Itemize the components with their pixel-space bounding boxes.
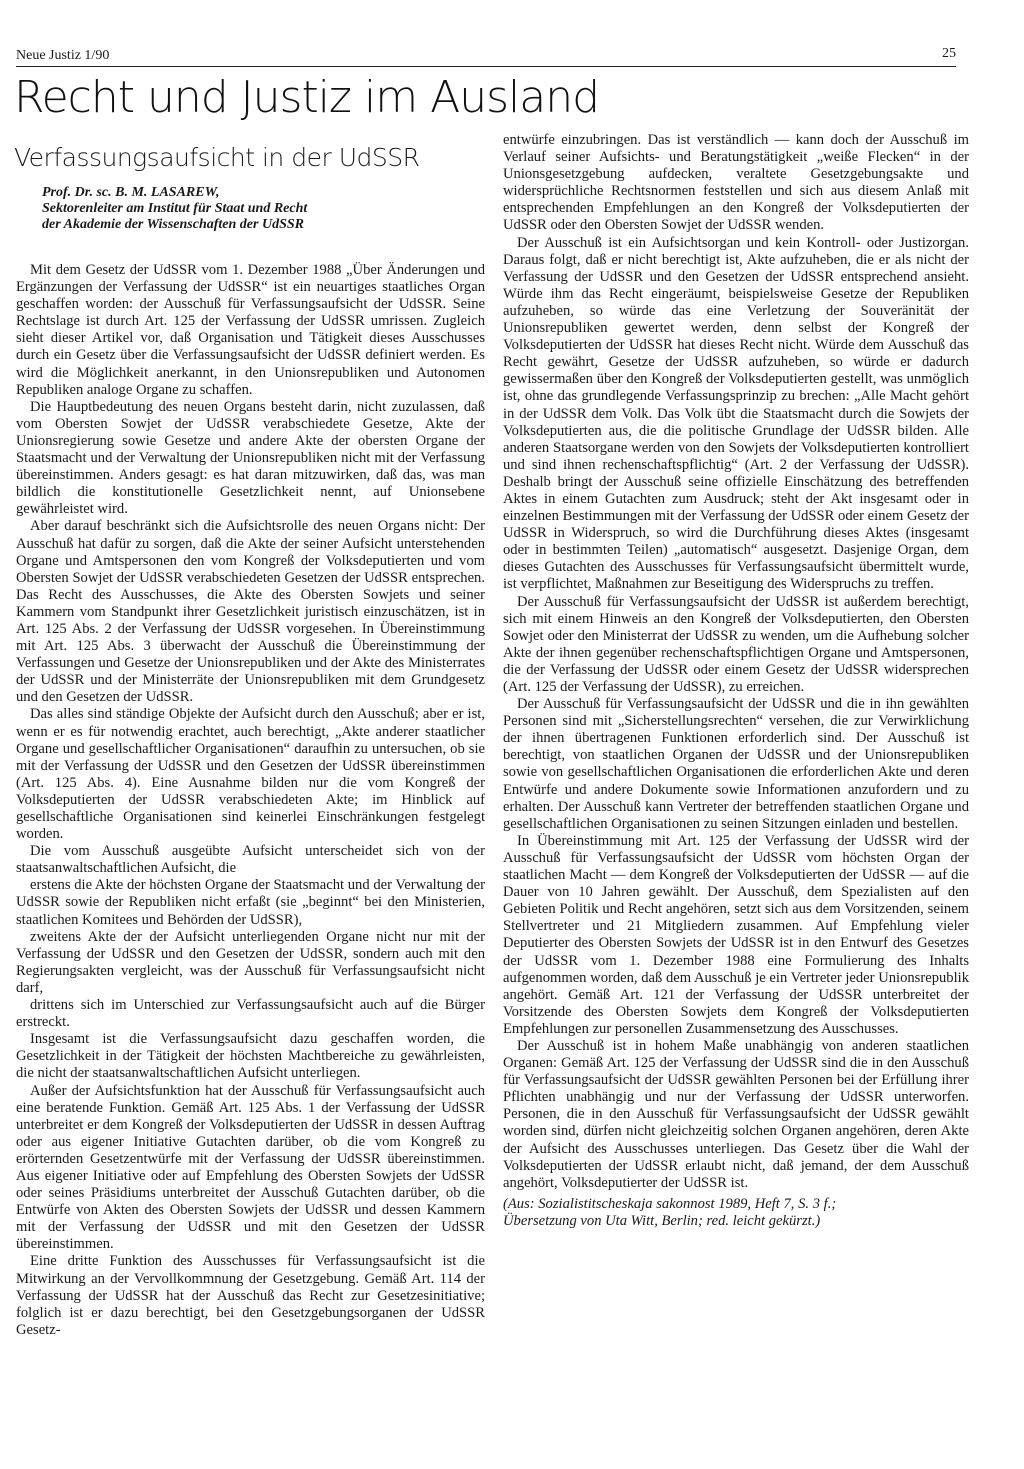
paragraph: Das alles sind ständige Objekte der Aufsicht durch den Ausschuß; aber er ist, wenn er es für notwendig erachtet, auch berechtigt, „Akte anderer staatlicher Organe und gesellschaftlicher Organisationen“ daraufhin zu untersuchen, ob sie mit der Verfassung der UdSSR und den Gesetzen der UdSSR übereinstimmen (Art. 125 Abs. 4). Eine Ausnahme bilden nur die vom Kongreß der Volksdeputierten der UdSSR verabschiedeten Akte; im Hinblick auf gesellschaftliche Organisationen sind keinerlei Einschränkungen festgelegt worden.: [16, 706, 485, 843]
header-rule: [16, 66, 956, 67]
paragraph: Der Ausschuß für Verfassungsaufsicht der UdSSR und die in ihn gewählten Personen sind mit „Sicherstellungsrechten“ versehen, die zur Verwirklichung der ihnen übertragenen Funktionen erforderlich sind. Der Ausschuß ist berechtigt, von staatlichen Organen der UdSSR und der Unionsrepubliken sowie von gesellschaftlichen Organisationen die erforderlichen Akte und deren Entwürfe und andere Dokumente sowie Informationen anzufordern und zu erhalten. Der Ausschuß kann Vertreter der betreffenden staatlichen Organe und gesellschaftlichen Organisationen zu seinen Sitzungen einladen und bestellen.: [503, 696, 969, 832]
paragraph: Aber darauf beschränkt sich die Aufsichtsrolle des neuen Organs nicht: Der Ausschuß hat dafür zu sorgen, daß die Akte der seiner Aufsicht unterstehenden Organe und Amtspersonen den vom Kongreß der Volksdeputierten und vom Obersten Sowjet der UdSSR verabschiedeten Gesetzen der UdSSR entsprechen. Das Recht des Ausschusses, die Akte des Obersten Sowjets und seiner Kammern vom Standpunkt ihrer Gesetzlichkeit juristisch einzuschätzen, ist in Art. 125 Abs. 2 der Verfassung der UdSSR vorgesehen. In Übereinstimmung mit Art. 125 Abs. 3 überwacht der Ausschuß die Übereinstimmung der Verfassungen und Gesetze der Unionsrepubliken und der Akte des Ministerrates der UdSSR und der Ministerräte der Unionsrepubliken mit dem Grundgesetz und den Gesetzen der UdSSR.: [16, 518, 485, 706]
paragraph: Mit dem Gesetz der UdSSR vom 1. Dezember 1988 „Über Änderungen und Ergänzungen der Verfassung der UdSSR“ ist ein neuartiges staatliches Organ geschaffen worden: der Ausschuß für Verfassungsaufsicht der UdSSR. Seine Rechtslage ist durch Art. 125 der Verfassung der UdSSR umrissen. Zugleich sieht dieser Artikel vor, daß Organisation und Tätigkeit dieses Ausschusses durch ein Gesetz über die Verfassungsaufsicht der UdSSR definiert werden. Es wird die Möglichkeit anerkannt, in den Unionsrepubliken und Autonomen Republiken analoge Organe zu schaffen.: [16, 262, 485, 398]
paragraph: Eine dritte Funktion des Ausschusses für Verfassungsaufsicht ist die Mitwirkung an der Vervollkommnung der Gesetzgebung. Gemäß Art. 114 der Verfassung der UdSSR hat der Ausschuß das Recht zur Gesetzesinitiative; folglich ist er dazu berechtigt, bei den Gesetzgebungsorganen der UdSSR Gesetz-: [16, 1253, 485, 1338]
journal-issue: Neue Justiz 1/90: [16, 48, 110, 63]
affiliation-line-2: der Akademie der Wissenschaften der UdSSR: [42, 217, 304, 232]
paragraph: Der Ausschuß ist ein Aufsichtsorgan und kein Kontroll- oder Justizorgan. Daraus folgt, daß er nicht berechtigt ist, Akte aufzuheben, die er als nicht der Verfassung der UdSSR und den Gesetzen der UdSSR entsprechend ansieht. Würde ihm das Recht eingeräumt, beispielsweise Gesetze der Republiken aufzuheben, so würde das eine Verletzung der Souveränität der Unionsrepubliken gewertet werden, denn selbst der Kongreß der Volksdeputierten der UdSSR hat dieses Recht nicht. Würde dem Ausschuß das Recht gewährt, Gesetze der UdSSR aufzuheben, so würde er dadurch gewissermaßen über den Kongreß der Volksdeputierten gestellt, was unmöglich ist, ohne das grundlegende Verfassungsprinzip zu brechen: „Alle Macht gehört in der UdSSR dem Volk. Das Volk übt die Staatsmacht durch die Sowjets der Volksdeputierten aus, die die politische Grundlage der UdSSR bilden. Alle anderen Staatsorgane werden von den Sowjets der Volksdeputierten kontrolliert und sind ihnen rechenschaftspflichtig“ (Art. 2 der Verfassung der UdSSR). Deshalb bringt der Ausschuß seine offizielle Einschätzung des betreffenden Aktes in einem Gutachten zum Ausdruck; steht der Akt insgesamt oder in einzelnen Bestimmungen mit der Verfassung der UdSSR oder einem Gesetz der UdSSR in Widerspruch, so wird die Durchführung dieses Aktes (insgesamt oder in bestimmten Teilen) „automatisch“ ausgesetzt. Dasjenige Organ, dem dieses Gutachten des Ausschusses für Verfassungsaufsicht übermittelt wurde, ist verpflichtet, Maßnahmen zur Beseitigung des Widerspruchs zu treffen.: [503, 234, 969, 593]
paragraph: erstens die Akte der höchsten Organe der Staatsmacht und der Verwaltung der UdSSR sowie der Republiken nicht erfaßt (sie „beginnt“ bei den Ministerien, staatlichen Komitees und Behörden der UdSSR),: [16, 877, 485, 928]
author: Prof. Dr. sc. B. M. LASAREW,: [42, 185, 220, 200]
paragraph: Insgesamt ist die Verfassungsaufsicht dazu geschaffen worden, die Gesetzlichkeit in der Tätigkeit der höchsten Machtbereiche zu gewährleisten, die nicht der staatsanwaltschaftlichen Aufsicht unterliegen.: [16, 1031, 485, 1082]
paragraph: drittens sich im Unterschied zur Verfassungsaufsicht auch auf die Bürger erstreckt.: [16, 997, 485, 1031]
paragraph: entwürfe einzubringen. Das ist verständlich — kann doch der Ausschuß im Verlauf seiner Aufsichts- und Beratungstätigkeit „weiße Flecken“ in der Unionsgesetzgebung aufdecken, veraltete Gesetzgebungsakte und widersprüchliche Rechtsnormen feststellen und sich aus diesem Anlaß mit entsprechenden Empfehlungen an den Kongreß der Volksdeputierten der UdSSR oder den Obersten Sowjet der UdSSR wenden.: [503, 132, 969, 234]
left-column: [16, 262, 485, 1339]
section-title: Recht und Justiz im Ausland: [14, 72, 600, 123]
byline: [42, 185, 482, 233]
paragraph: In Übereinstimmung mit Art. 125 der Verfassung der UdSSR wird der Ausschuß für Verfassungsaufsicht der UdSSR vom höchsten Organ der staatlichen Macht — dem Kongreß der Volksdeputierten der UdSSR — auf die Dauer von 10 Jahren gewählt. Der Ausschuß, dem Spezialisten auf den Gebieten Politik und Recht angehören, setzt sich aus dem Vorsitzenden, seinem Stellvertreter und 21 Mitgliedern zusammen. Auf Empfehlung vieler Deputierter des Obersten Sowjets der UdSSR ist in den Entwurf des Gesetzes der UdSSR vom 1. Dezember 1988 eine Formulierung des Inhalts aufgenommen worden, daß dem Ausschuß je ein Vertreter jeder Unionsrepublik angehört. Gemäß Art. 121 der Verfassung der UdSSR unterbreitet der Vorsitzende des Obersten Sowjets dem Kongreß der Volksdeputierten Empfehlungen zur personellen Zusammensetzung des Ausschusses.: [503, 832, 969, 1037]
page-number: 25: [942, 46, 956, 61]
paragraph: Der Ausschuß ist in hohem Maße unabhängig von anderen staatlichen Organen: Gemäß Art. 125 der Verfassung der UdSSR sind die in den Ausschuß für Verfassungsaufsicht der UdSSR gewählten Personen bei der Erfüllung ihrer Pflichten unabhängig und nur der Verfassung der UdSSR unterworfen. Personen, die in den Ausschuß für Verfassungsaufsicht der UdSSR gewählt worden sind, dürfen nicht gleichzeitig solchen Organen angehören, deren Akte der Aufsicht des Ausschusses unterliegen. Das Gesetz über die Wahl der Volksdeputierten der UdSSR erlaubt nicht, daß jemand, der dem Ausschuß angehört, Volksdeputierter der UdSSR ist.: [503, 1037, 969, 1191]
affiliation-line-1: Sektorenleiter am Institut für Staat und Recht: [42, 201, 308, 216]
source-note-line-1: (Aus: Sozialistitscheskaja sakonnost 1989, Heft 7, S. 3 f.;: [503, 1195, 837, 1212]
right-column: [503, 132, 969, 1230]
article-title: Verfassungsaufsicht in der UdSSR: [14, 143, 420, 172]
paragraph: zweitens Akte der der Aufsicht unterliegenden Organe nicht nur mit der Verfassung der UdSSR und den Gesetzen der UdSSR, sondern auch mit den Regierungsakten vergleicht, was der Ausschuß für Verfassungsaufsicht nicht darf,: [16, 928, 485, 996]
paragraph: Der Ausschuß für Verfassungsaufsicht der UdSSR ist außerdem berechtigt, sich mit einem Hinweis an den Kongreß der Volksdeputierten, den Obersten Sowjet oder den Ministerrat der UdSSR zu wenden, um die Aufhebung solcher Akte der ihnen gegenüber rechenschaftspflichtigen Organe und Amtspersonen, die der Verfassung der UdSSR oder einem Gesetz der UdSSR widersprechen (Art. 125 der Verfassung der UdSSR), zu erreichen.: [503, 593, 969, 695]
paragraph: Die Hauptbedeutung des neuen Organs besteht darin, nicht zuzulassen, daß vom Obersten Sowjet der UdSSR verabschiedete Gesetze, Akte der Unionsregierung sowie Gesetze und andere Akte der obersten Organe der Staatsmacht und der Verwaltung der Unionsrepubliken nicht mit der Verfassung übereinstimmen. Anders gesagt: es hat daran mitzuwirken, daß das, was man bildlich die konstitutionelle Gesetzlichkeit nennt, auf Unionsebene gewährleistet wird.: [16, 398, 485, 518]
source-note-line-2: Übersetzung von Uta Witt, Berlin; red. leicht gekürzt.): [503, 1212, 821, 1229]
paragraph: Die vom Ausschuß ausgeübte Aufsicht unterscheidet sich von der staatsanwaltschaftlichen Aufsicht, die: [16, 843, 485, 877]
paragraph: Außer der Aufsichtsfunktion hat der Ausschuß für Verfassungsaufsicht auch eine beratende Funktion. Gemäß Art. 125 Abs. 1 der Verfassung der UdSSR unterbreitet er dem Kongreß der Volksdeputierten der UdSSR in dessen Auftrag oder aus eigener Initiative Gutachten darüber, ob die vom Kongreß zu erörternden Gesetzentwürfe mit der Verfassung der UdSSR übereinstimmen. Aus eigener Initiative oder auf Empfehlung des Obersten Sowjets der UdSSR oder seines Präsidiums unterbreitet der Ausschuß Gutachten darüber, ob die Entwürfe von Akten des Obersten Sowjets der UdSSR und dessen Kammern mit der Verfassung der UdSSR und mit den Gesetzen der UdSSR übereinstimmen.: [16, 1082, 485, 1253]
